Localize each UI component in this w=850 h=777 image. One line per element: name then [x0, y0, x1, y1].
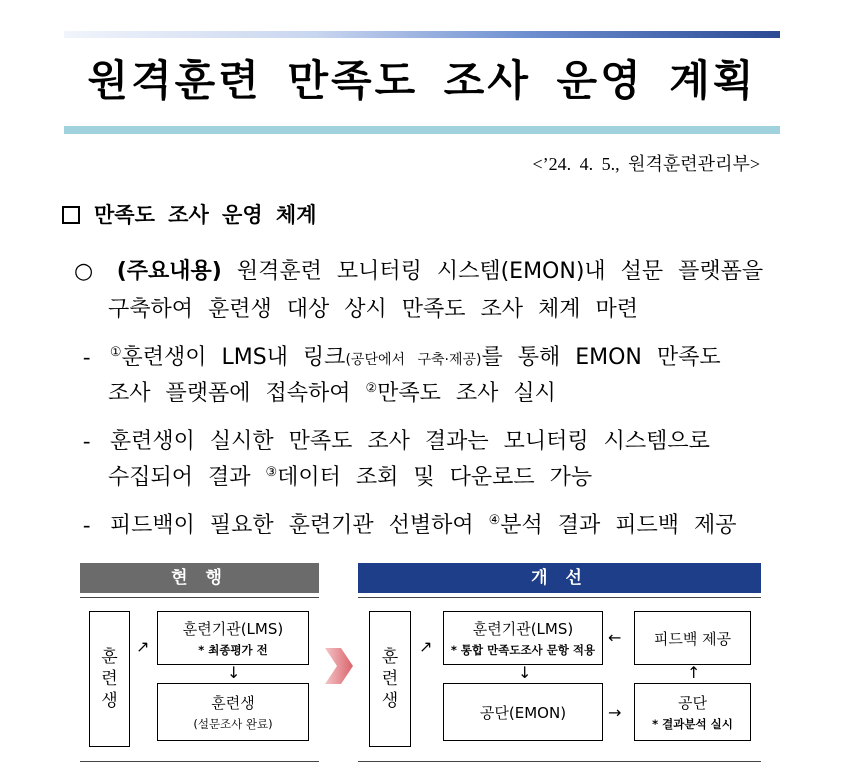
improved-header: 개 선	[358, 563, 761, 593]
title-top-bar	[64, 31, 780, 38]
dash-bullet: -	[83, 512, 91, 537]
item1-line-2	[108, 376, 556, 407]
section-heading	[62, 199, 317, 229]
current-header: 현 행	[80, 563, 319, 593]
item1-line-1	[83, 340, 721, 371]
improved-agency-analysis-box	[634, 683, 751, 741]
item1-small: (공단에서 구축·제공)	[345, 352, 482, 368]
improved-box3-main: 피드백 제공	[653, 629, 732, 648]
circled-number-4: ④	[488, 512, 501, 527]
current-box2-main: 훈련생	[211, 694, 255, 712]
current-trainee-label: 훈 련 생	[101, 647, 118, 711]
current-trainee-box	[89, 611, 130, 747]
improved-feedback-box	[634, 611, 751, 665]
item1-line2-b: 만족도 조사 실시	[377, 381, 556, 406]
improved-box2-main: 공단(EMON)	[479, 703, 567, 722]
dash-bullet: -	[83, 344, 91, 369]
current-diagonal-arrow-icon: ↗	[136, 637, 150, 656]
main-label: (주요내용)	[116, 259, 222, 284]
current-trainee-result-box	[157, 683, 309, 741]
item1-line2-a: 조사 플랫폼에 접속하여	[108, 381, 366, 406]
item2-line2-b: 데이터 조회 및 다운로드 가능	[277, 465, 593, 490]
dash-bullet: -	[83, 428, 91, 453]
item1-part1: 훈련생이 LMS내 링크	[121, 345, 346, 370]
current-box1-sub: * 최종평가 전	[198, 643, 268, 657]
improved-right-arrow-icon: →	[608, 703, 622, 722]
current-box1-main: 훈련기관(LMS)	[182, 620, 284, 638]
improved-left-arrow-icon: ←	[608, 628, 622, 647]
date-line: <’24. 4. 5., 원격훈련관리부>	[532, 154, 760, 174]
section-title: 만족도 조사 운영 체계	[94, 203, 317, 227]
current-box2-sub: (설문조사 완료)	[193, 717, 273, 731]
item3-a: 피드백이 필요한 훈련기관 선별하여	[109, 513, 489, 538]
improved-box1-main: 훈련기관(LMS)	[472, 620, 574, 638]
item3-line	[83, 508, 737, 539]
main-text-1: 원격훈련 모니터링 시스템(EMON)내 설문 플랫폼을	[221, 259, 764, 284]
improved-institution-box	[443, 611, 603, 665]
improved-down-arrow-icon: ↓	[518, 663, 532, 682]
circle-bullet-icon: ○	[74, 259, 94, 284]
improved-box1-sub: * 통합 만족도조사 문항 적용	[450, 643, 596, 657]
improved-trainee-label: 훈 련 생	[381, 647, 399, 711]
improved-box4-sub: * 결과분석 실시	[652, 717, 733, 731]
item2-line-1	[83, 424, 710, 455]
transition-chevron-icon	[323, 646, 355, 686]
main-bullet-line-1	[74, 254, 763, 285]
circled-number-1: ①	[109, 344, 122, 359]
current-down-arrow-icon: ↓	[227, 663, 241, 682]
improved-box4-main: 공단	[678, 694, 707, 712]
improved-bottom-rule	[358, 761, 761, 762]
item1-part2: 를 통해 EMON 만족도	[481, 345, 721, 370]
item2-line2-a: 수집되어 결과	[108, 465, 266, 490]
main-bullet-line-2: 구축하여 훈련생 대상 상시 만족도 조사 체계 마련	[108, 297, 638, 322]
current-bottom-rule	[80, 761, 319, 762]
item2-line-2	[108, 460, 592, 491]
improved-agency-emon-box	[443, 683, 603, 741]
item2-line1: 훈련생이 실시한 만족도 조사 결과는 모니터링 시스템으로	[109, 429, 710, 454]
circled-number-2: ②	[365, 380, 378, 395]
item3-b: 분석 결과 피드백 제공	[500, 513, 737, 538]
improved-diagonal-arrow-icon: ↗	[419, 637, 433, 656]
title-bottom-bar	[64, 126, 780, 134]
improved-up-arrow-icon: ↑	[687, 663, 701, 682]
page-title: 원격훈련 만족도 조사 운영 계획	[87, 56, 757, 105]
improved-top-rule	[358, 597, 761, 598]
current-institution-box	[157, 611, 309, 665]
current-top-rule	[80, 597, 319, 598]
checkbox-square-icon	[62, 206, 80, 224]
circled-number-3: ③	[265, 464, 278, 479]
improved-trainee-box	[369, 611, 411, 747]
